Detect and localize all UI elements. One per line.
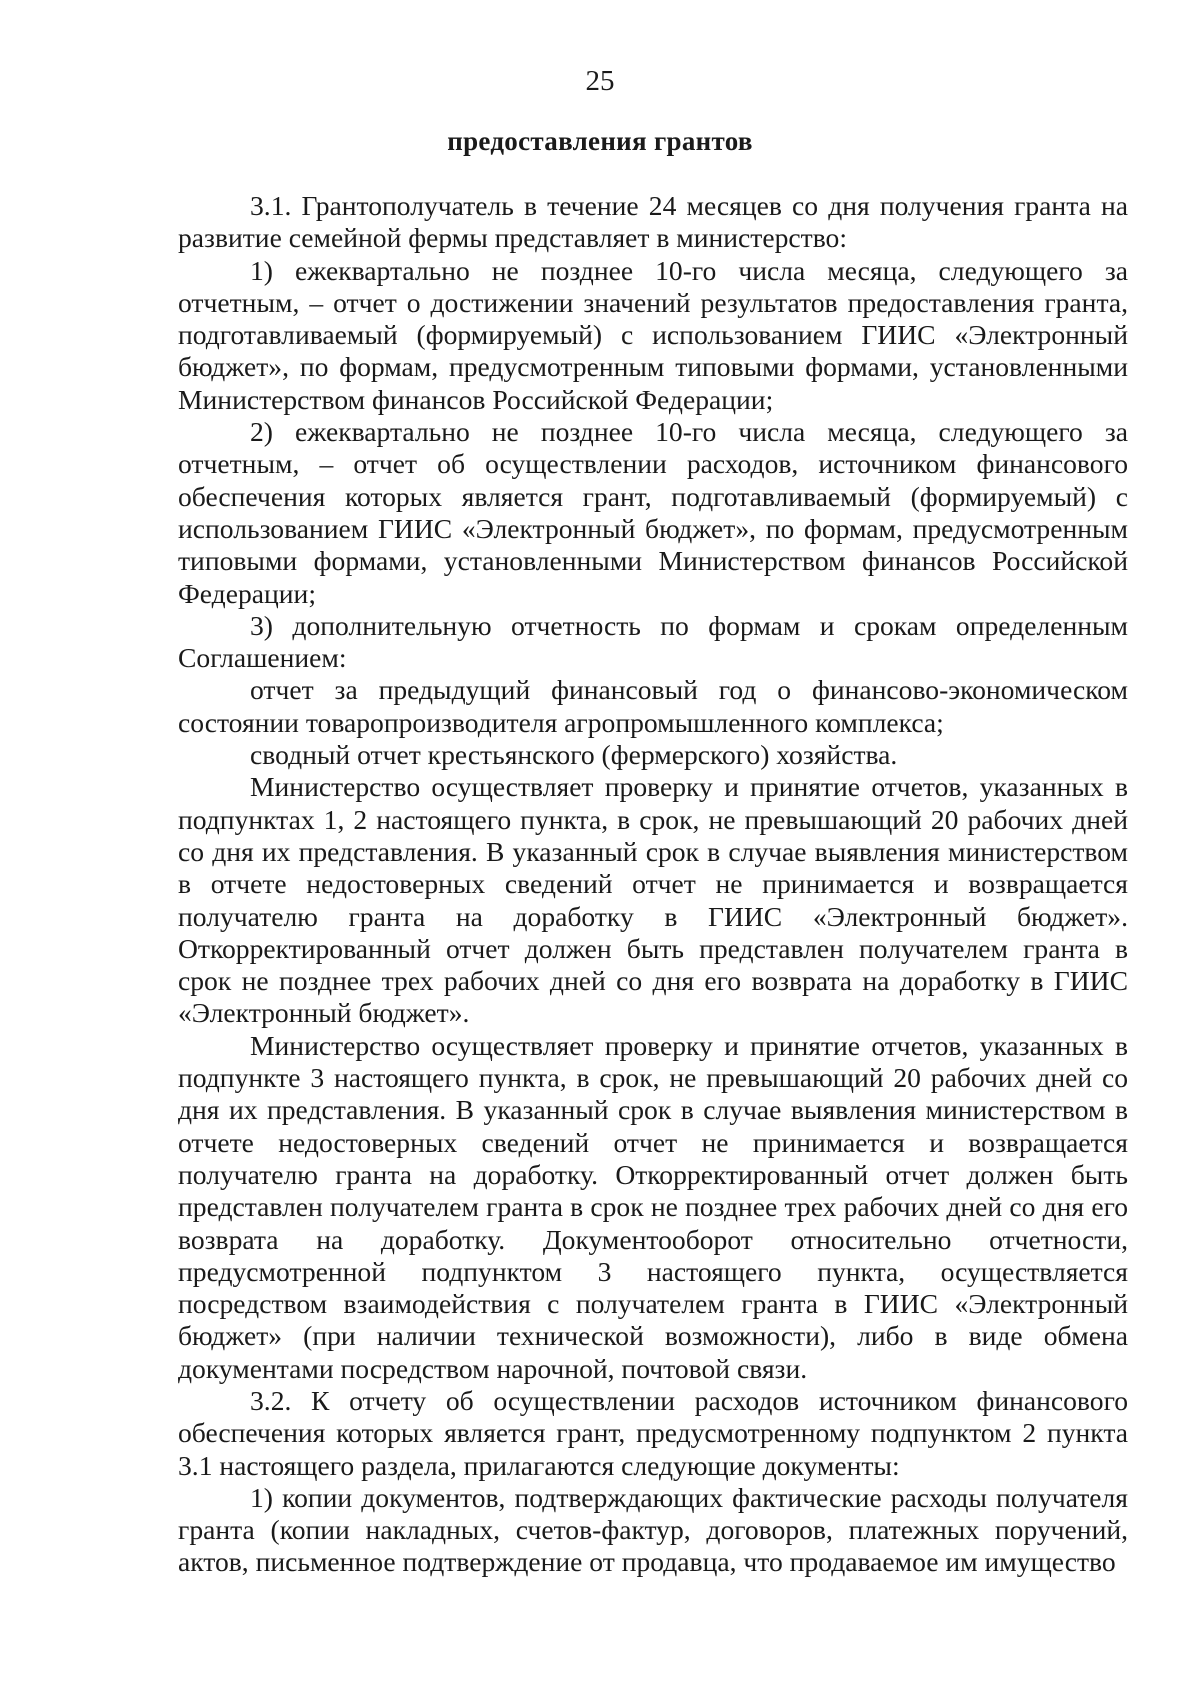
paragraph-3-1-intro: 3.1. Грантополучатель в течение 24 месяцев со дня получения гранта на развитие семейной фермы представляет в министерство:	[178, 190, 1128, 254]
body-text	[178, 190, 1128, 1579]
paragraph-ministry-review-item-3: Министерство осуществляет проверку и принятие отчетов, указанных в подпункте 3 настоящего пункта, в срок, не превышающий 20 рабочих дней со дня их представления. В указанный срок в случае выявления министерством в отчете недостоверных сведений отчет не принимается и возвращается получателю гранта на доработку. Откорректированный отчет должен быть представлен получателем гранта в срок не позднее трех рабочих дней со дня его возврата на доработку. Документооборот относительно отчетности, предусмотренной подпунктом 3 настоящего пункта, осуществляется посредством взаимодействия с получателем гранта в ГИИС «Электронный бюджет» (при наличии технической возможности), либо в виде обмена документами посредством нарочной, почтовой связи.	[178, 1029, 1128, 1384]
section-heading: предоставления грантов	[447, 126, 753, 156]
paragraph-3-2-item-1-expense-documents: 1) копии документов, подтверждающих фактические расходы получателя гранта (копии накладных, счетов-фактур, договоров, платежных поручений, актов, письменное подтверждение от продавца, что продаваемое им имущество	[178, 1481, 1128, 1578]
paragraph-item-1-quarterly-results-report: 1) ежеквартально не позднее 10-го числа месяца, следующего за отчетным, – отчет о достижении значений результатов предоставления гранта, подготавливаемый (формируемый) с использованием ГИИС «Электронный бюджет», по формам, предусмотренным типовыми формами, установленными Министерством финансов Российской Федерации;	[178, 254, 1128, 415]
paragraph-item-3-additional-reporting: 3) дополнительную отчетность по формам и срокам определенным Соглашением:	[178, 609, 1128, 674]
paragraph-item-2-quarterly-expense-report: 2) ежеквартально не позднее 10-го числа месяца, следующего за отчетным, – отчет об осуществлении расходов, источником финансового обеспечения которых является грант, подготавливаемый (формируемый) с использованием ГИИС «Электронный бюджет», по формам, предусмотренным типовыми формами, установленными Министерством финансов Российской Федерации;	[178, 416, 1128, 609]
paragraph-farm-summary-report: сводный отчет крестьянского (фермерского) хозяйства.	[250, 739, 898, 771]
paragraph-ministry-review-items-1-2: Министерство осуществляет проверку и принятие отчетов, указанных в подпунктах 1, 2 настоящего пункта, в срок, не превышающий 20 рабочих дней со дня их представления. В указанный срок в случае выявления министерством в отчете недостоверных сведений отчет не принимается и возвращается получателю гранта на доработку в ГИИС «Электронный бюджет». Откорректированный отчет должен быть представлен получателем гранта в срок не позднее трех рабочих дней со дня его возврата на доработку в ГИИС «Электронный бюджет».	[178, 771, 1128, 1029]
page-number: 25	[585, 65, 615, 97]
paragraph-3-2-attachments: 3.2. К отчету об осуществлении расходов источником финансового обеспечения которых является грант, предусмотренному подпунктом 2 пункта 3.1 настоящего раздела, прилагаются следующие документы:	[178, 1384, 1128, 1481]
paragraph-financial-economic-report: отчет за предыдущий финансовый год о финансово-экономическом состоянии товаропроизводителя агропромышленного комплекса;	[178, 674, 1128, 738]
